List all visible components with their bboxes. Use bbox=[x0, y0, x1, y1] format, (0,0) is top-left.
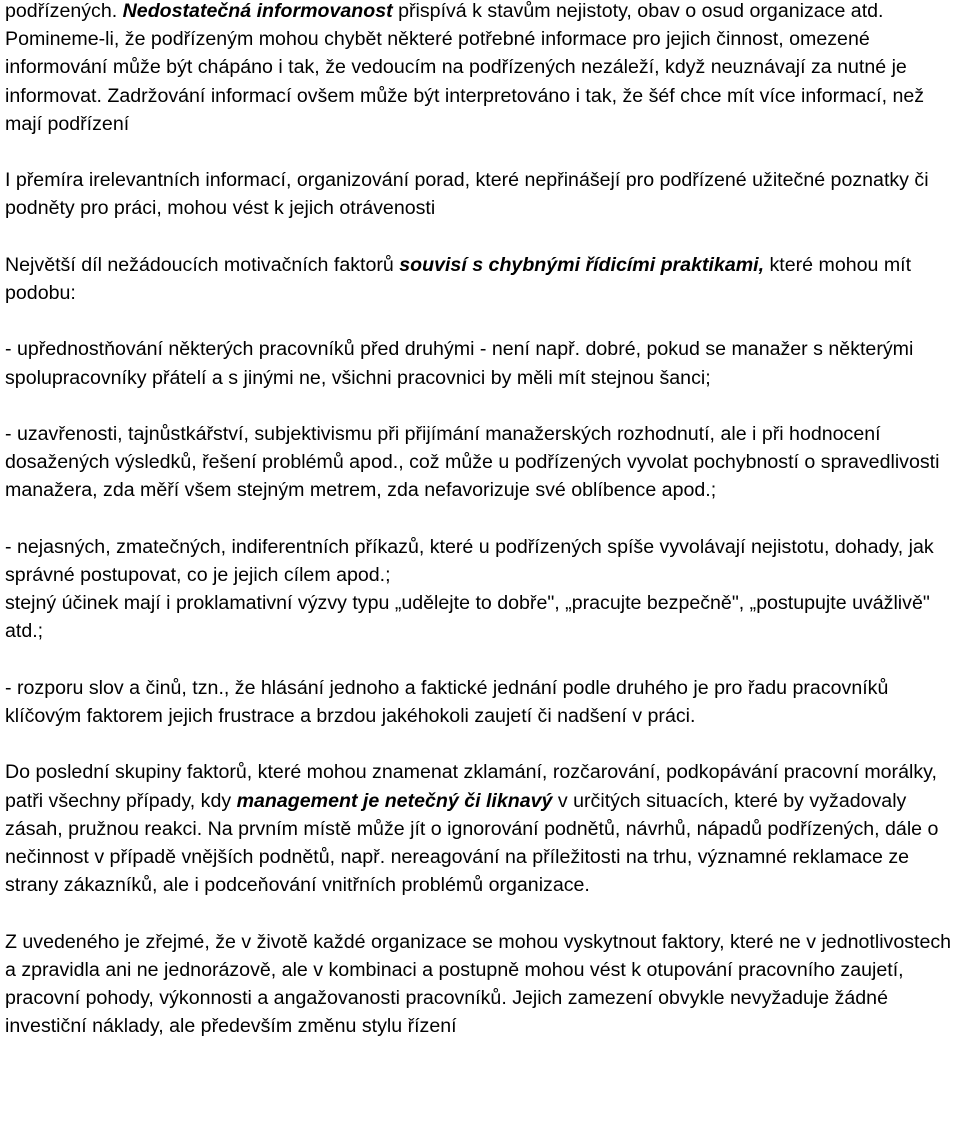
text-run: - uzavřenosti, tajnůstkářství, subjektivismu při přijímání manažerských rozhodnutí, ale i při hodnocení dosažených výsledků, řešení problémů apod., což může u podřízených vyvolat pochybností o spravedlivosti manažera, zda měří všem stejným metrem, zda nefavorizuje své oblíbence apod.; bbox=[5, 422, 940, 502]
text-run: - rozporu slov a činů, tzn., že hlásání jednoho a faktické jednání podle druhého je pro řadu pracovníků klíčovým faktorem jejich frustrace a brzdou jakéhokoli zaujetí či nadšení v práci. bbox=[5, 676, 889, 727]
text-run: Z uvedeného je zřejmé, že v životě každé organizace se mohou vyskytnout faktory, které ne v jednotlivostech a zpravidla ani ne jednorázově, ale v kombinaci a postupně mohou vést k otupování pracovního zaujetí, pracovní pohody, výkonnosti a angažovanosti pracovníků. Jejich zamezení obvykle nevyžaduje žádné investiční náklady, ale především změnu stylu řízení bbox=[5, 930, 952, 1038]
paragraph-nezadouci-faktory bbox=[5, 251, 957, 307]
paragraph-zaver bbox=[5, 928, 957, 1041]
text-run: Největší díl nežádoucích motivačních faktorů bbox=[5, 253, 400, 276]
paragraph-informovanost bbox=[5, 0, 957, 138]
list-item-upřednostňování bbox=[5, 335, 957, 391]
emphasis-run: souvisí s chybnými řídicími praktikami, bbox=[399, 253, 765, 276]
text-run: v určitých situacích, které by vyžadovaly zásah, pružnou reakci. Na prvním místě může jít o ignorování podnětů, návrhů, nápadů podřízených, dále o nečinnost v případě vnějších podnětů, např. nereagování na příležitosti na trhu, významné reklamace ze strany zákazníků, ale i podceňování vnitřních problémů organizace. bbox=[5, 789, 939, 897]
text-run: - upřednostňování některých pracovníků před druhými - není např. dobré, pokud se manažer s některými spolupracovníky přátelí a s jinými ne, všichni pracovnici by měli mít stejnou šanci; bbox=[5, 338, 914, 389]
emphasis-run: management je netečný či liknavý bbox=[236, 789, 553, 812]
emphasis-run: Nedostatečná informovanost bbox=[122, 0, 393, 22]
text-run: Do poslední skupiny faktorů, které mohou znamenat zklamání, rozčarování, podkopávání pracovní morálky, patři všechny případy, kdy bbox=[5, 761, 937, 812]
text-run: - nejasných, zmatečných, indiferentních příkazů, které u podřízených spíše vyvolávají nejistotu, dohady, jak správné postupovat, co je jejich cílem apod.; bbox=[5, 535, 934, 586]
text-run: přispívá k stavům nejistoty, obav o osud organizace atd. Pomineme-li, že podřízeným mohou chybět některé potřebné informace pro jejich činnost, omezené informování může být chápáno i tak, že vedoucím na podřízených nezáleží, když neuznávají za nutné je informovat. Zadržování informací ovšem může být interpretováno i tak, že šéf chce mít více informací, než mají podřízení bbox=[5, 0, 925, 135]
list-item-rozpor-slov-a-cinu bbox=[5, 674, 957, 730]
paragraph-premira bbox=[5, 166, 957, 222]
text-run: stejný účinek mají i proklamativní výzvy typu „udělejte to dobře", „pracujte bezpečně", „postupujte uvážlivě" atd.; bbox=[5, 592, 930, 643]
list-item-uzavrenost bbox=[5, 420, 957, 505]
paragraph-netecny-management bbox=[5, 758, 957, 899]
paragraph-proklamativni-vyzvy bbox=[5, 589, 957, 645]
list-item-nejasne-prikazy bbox=[5, 533, 957, 589]
text-run: I přemíra irelevantních informací, organizování porad, které nepřinášejí pro podřízené užitečné poznatky či podněty pro práci, mohou vést k jejich otrávenosti bbox=[5, 169, 929, 220]
text-run: podřízených. bbox=[5, 0, 123, 22]
document-page bbox=[5, 0, 957, 1040]
text-run: které mohou mít podobu: bbox=[5, 253, 912, 304]
